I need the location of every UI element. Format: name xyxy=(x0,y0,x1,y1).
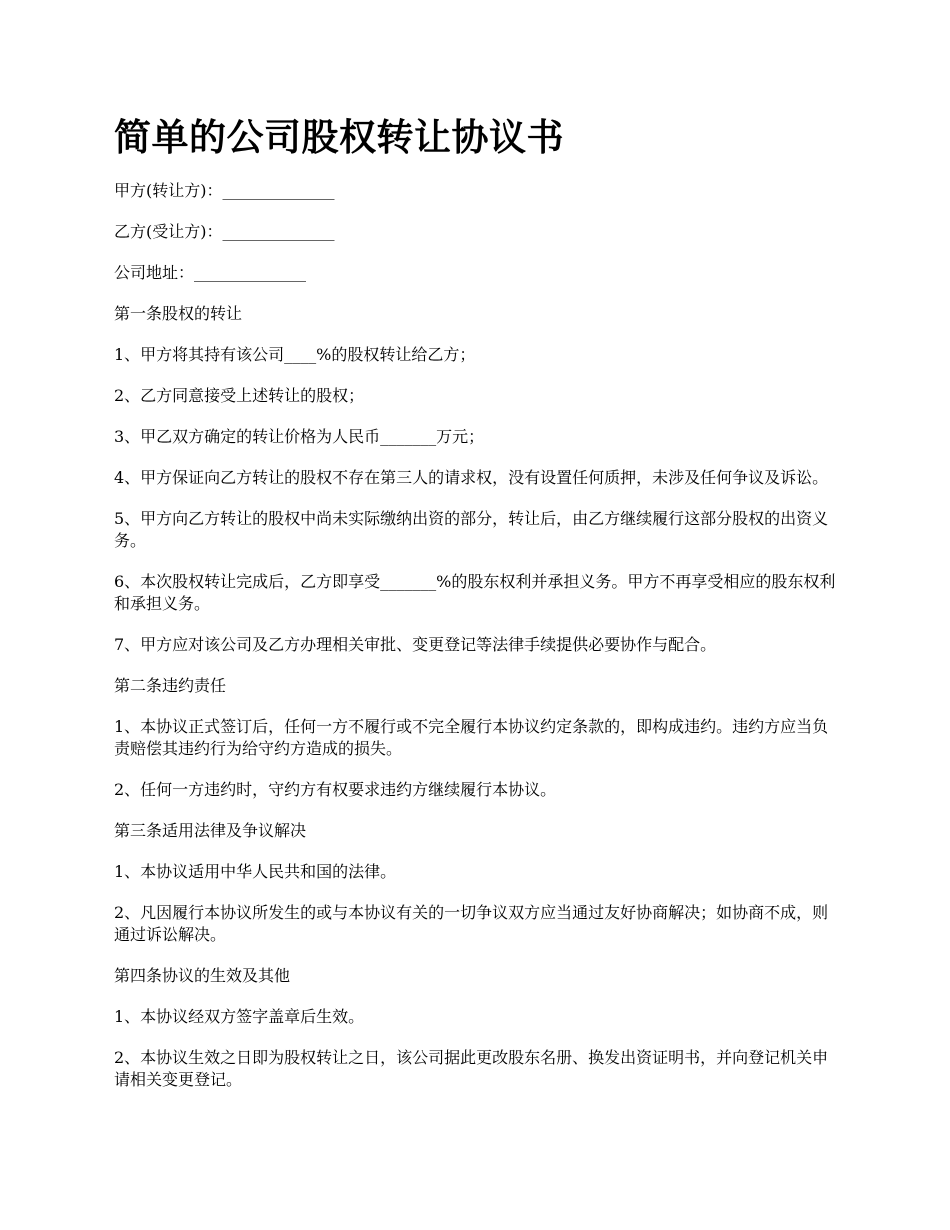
party-a-line: 甲方(转让方)：______________ xyxy=(114,181,335,200)
document-title: 简单的公司股权转让协议书 xyxy=(114,116,564,159)
article-3-heading: 第三条适用法律及争议解决 xyxy=(114,821,307,840)
article-2-clause-1: 1、本协议正式签订后，任何一方不履行或不完全履行本协议约定条款的，即构成违约。违约方应当负责赔偿其违约行为给守约方造成的损失。 xyxy=(114,717,829,758)
article-1-clause-6: 6、本次股权转让完成后，乙方即享受_______%的股东权利并承担义务。甲方不再享受相应的股东权利和承担义务。 xyxy=(114,572,836,613)
article-1-clause-1: 1、甲方将其持有该公司____%的股权转让给乙方； xyxy=(114,345,476,364)
article-1-heading: 第一条股权的转让 xyxy=(114,304,243,323)
article-1-clause-3: 3、甲乙双方确定的转让价格为人民币_______万元； xyxy=(114,427,485,446)
article-1-clause-2: 2、乙方同意接受上述转让的股权； xyxy=(114,386,365,405)
article-4-clause-1: 1、本协议经双方签字盖章后生效。 xyxy=(114,1007,365,1026)
article-3-clause-2: 2、凡因履行本协议所发生的或与本协议有关的一切争议双方应当通过友好协商解决；如协商不成，则通过诉讼解决。 xyxy=(114,903,829,944)
article-1-clause-4: 4、甲方保证向乙方转让的股权不存在第三人的请求权，没有设置任何质押，未涉及任何争议及诉讼。 xyxy=(114,468,829,487)
article-2-clause-2: 2、任何一方违约时，守约方有权要求违约方继续履行本协议。 xyxy=(114,780,557,799)
article-2-heading: 第二条违约责任 xyxy=(114,676,227,695)
company-address-line: 公司地址：______________ xyxy=(114,263,307,282)
article-1-clause-5: 5、甲方向乙方转让的股权中尚未实际缴纳出资的部分，转让后，由乙方继续履行这部分股权的出资义务。 xyxy=(114,509,829,550)
article-4-clause-2: 2、本协议生效之日即为股权转让之日，该公司据此更改股东名册、换发出资证明书，并向登记机关申请相关变更登记。 xyxy=(114,1048,829,1089)
article-1-clause-7: 7、甲方应对该公司及乙方办理相关审批、变更登记等法律手续提供必要协作与配合。 xyxy=(114,635,717,654)
article-4-heading: 第四条协议的生效及其他 xyxy=(114,966,291,985)
party-b-line: 乙方(受让方)：______________ xyxy=(114,222,335,241)
document-page xyxy=(114,108,836,1110)
article-3-clause-1: 1、本协议适用中华人民共和国的法律。 xyxy=(114,862,397,881)
